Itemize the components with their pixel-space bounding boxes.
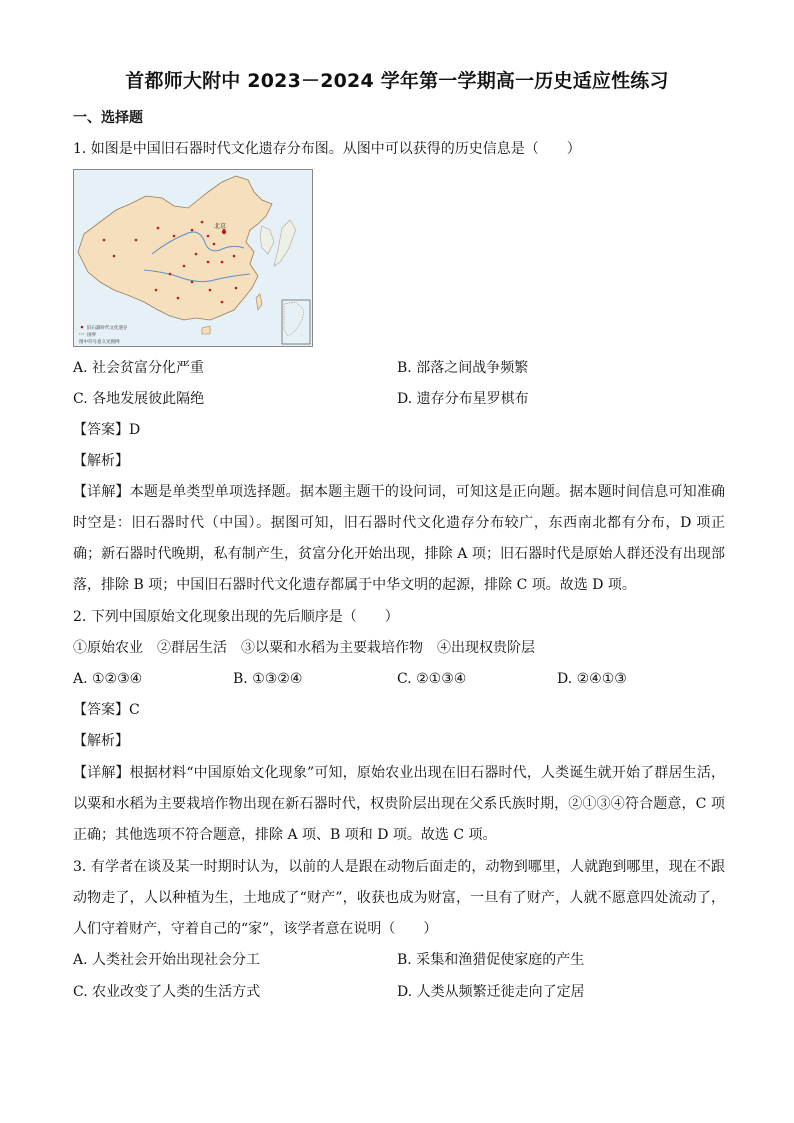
q1-option-a[interactable]: A. 社会贫富分化严重	[73, 360, 205, 376]
q3-option-c[interactable]: C. 农业改变了人类的生活方式	[73, 984, 261, 1000]
site-dot	[157, 227, 160, 230]
site-dot	[201, 221, 204, 224]
q2-option-b[interactable]: B. ①③②④	[233, 671, 303, 687]
site-dot	[213, 243, 216, 246]
legend-item: 图中符号意义见图例	[79, 340, 120, 345]
q3-option-b[interactable]: B. 采集和渔猎促使家庭的产生	[397, 952, 585, 968]
beijing-label: 北京	[214, 223, 227, 230]
site-dot	[103, 239, 106, 242]
site-dot	[155, 289, 158, 292]
site-dot	[209, 289, 212, 292]
section-heading: 一、选择题	[73, 110, 143, 126]
q2-answer: 【答案】C	[73, 702, 140, 718]
site-dot	[207, 235, 210, 238]
q2-analysis-label: 【解析】	[73, 733, 129, 749]
q1-option-d[interactable]: D. 遗存分布星罗棋布	[397, 391, 529, 407]
site-dot	[195, 253, 198, 256]
map-figure	[74, 170, 312, 346]
q2-option-c[interactable]: C. ②①③④	[397, 671, 467, 687]
q2-detail-text: 根据材料“中国原始文化现象”可知，原始农业出现在旧石器时代，人类诞生就开始了群居生活，以粟和水稻为主要栽培作物出现在新石器时代，权贵阶层出现在父系氏族时期，②①③④符合题意，C 项正确；其他选项不符合题意，排除 A 项、B 项和 D 项。故选 C 项。	[73, 765, 726, 843]
q2-option-d[interactable]: D. ②④①③	[557, 671, 627, 687]
neighbor-land	[260, 226, 274, 254]
q1-option-c[interactable]: C. 各地发展彼此隔绝	[73, 391, 205, 407]
q2-option-a[interactable]: A. ①②③④	[73, 671, 143, 687]
page-title: 首都师大附中 2023－2024 学年第一学期高一历史适应性练习	[125, 70, 669, 92]
q2-items: ①原始农业 ②群居生活 ③以粟和水稻为主要栽培作物 ④出现权贵阶层	[73, 640, 535, 656]
site-dot	[177, 297, 180, 300]
beijing-marker	[222, 230, 226, 234]
q3-option-a[interactable]: A. 人类社会开始出现社会分工	[73, 952, 261, 968]
q1-answer: 【答案】D	[73, 422, 141, 438]
site-dot	[191, 229, 194, 232]
site-dot	[233, 255, 236, 258]
q2-detail	[73, 758, 725, 851]
q1-stem: 1. 如图是中国旧石器时代文化遗存分布图。从图中可以获得的历史信息是（ ）	[73, 141, 581, 157]
taiwan-land	[256, 294, 262, 310]
site-dot	[191, 281, 194, 284]
site-dot	[183, 265, 186, 268]
site-dot	[113, 255, 116, 258]
q1-analysis-label: 【解析】	[73, 453, 129, 469]
q3-option-d[interactable]: D. 人类从频繁迁徙走向了定居	[397, 984, 585, 1000]
site-dot	[135, 239, 138, 242]
china-paleolithic-map	[73, 169, 313, 347]
site-dot	[169, 273, 172, 276]
q2-detail-label: 【详解】	[73, 765, 130, 781]
legend-item: 国界	[87, 333, 96, 338]
japan-land	[274, 220, 296, 266]
q1-detail	[73, 477, 725, 601]
q1-detail-text: 本题是单类型单项选择题。据本题主题干的设问词，可知这是正向题。据本题时间信息可知准确时空是：旧石器时代（中国）。据图可知，旧石器时代文化遗存分布较广，东西南北都有分布，D 项正确；新石器时代晚期，私有制产生，贫富分化开始出现，排除 A 项；旧石器时代是原始人群还没有出现部落，排除 B 项；中国旧石器时代文化遗存都属于中华文明的起源，排除 C 项。故选 D 项。	[73, 484, 726, 593]
site-dot	[207, 261, 210, 264]
q1-option-b[interactable]: B. 部落之间战争频繁	[397, 360, 529, 376]
legend-site-symbol	[81, 326, 84, 329]
q1-detail-label: 【详解】	[73, 484, 130, 500]
q2-stem: 2. 下列中国原始文化现象出现的先后顺序是（ ）	[73, 609, 399, 625]
map-legend	[79, 324, 128, 345]
legend-item: 旧石器时代文化遗存	[87, 326, 128, 331]
site-dot	[221, 301, 224, 304]
hainan-land	[202, 326, 210, 334]
site-dot	[221, 261, 224, 264]
site-dot	[173, 235, 176, 238]
q3-stem: 3. 有学者在谈及某一时期时认为，以前的人是跟在动物后面走的，动物到哪里，人就跑到哪里，现在不跟动物走了，人以种植为生，土地成了“财产”，收获也成为财富，一旦有了财产，人就不愿意四处流动了，人们守着财产，守着自己的“家”，该学者意在说明（ ）	[73, 859, 725, 937]
site-dot	[235, 287, 238, 290]
south-sea-inset	[282, 300, 310, 344]
